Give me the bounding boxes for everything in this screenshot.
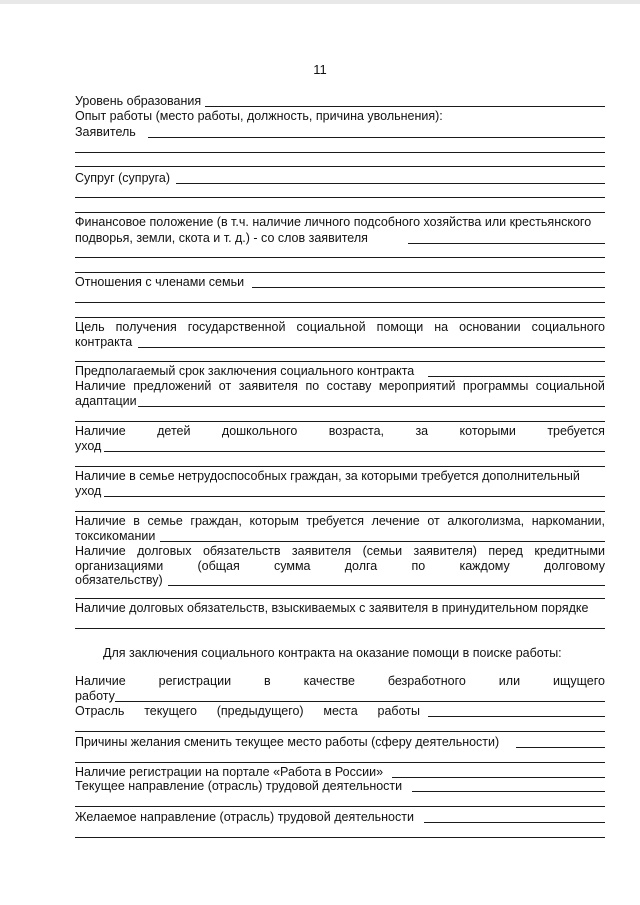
financial-label-2: подворья, земли, скота и т. д.) - со слов заявителя	[75, 231, 368, 245]
goal-field[interactable]	[138, 347, 605, 348]
current-direction-field-line-2[interactable]	[75, 806, 605, 807]
disabled-label-1: Наличие в семье нетрудоспособных граждан, за которыми требуется дополнительный	[75, 469, 580, 483]
financial-field[interactable]	[408, 243, 605, 244]
education-label: Уровень образования	[75, 94, 202, 108]
applicant-field[interactable]	[148, 137, 605, 138]
applicant-label: Заявитель	[75, 125, 136, 139]
debts-field-line-2[interactable]	[75, 598, 605, 599]
spouse-field[interactable]	[176, 183, 605, 184]
addiction-field[interactable]	[160, 541, 605, 542]
term-label: Предполагаемый срок заключения социального контракта	[75, 364, 415, 378]
proposals-field-line-2[interactable]	[75, 421, 605, 422]
spouse-field-line-2[interactable]	[75, 197, 605, 198]
desired-direction-label: Желаемое направление (отрасль) трудовой деятельности	[75, 810, 414, 824]
preschool-field[interactable]	[104, 451, 605, 452]
proposals-label-2: адаптации	[75, 394, 137, 408]
term-field[interactable]	[428, 376, 605, 377]
goal-field-line-2[interactable]	[75, 361, 605, 362]
disabled-field-line-2[interactable]	[75, 511, 605, 512]
goal-label-2: контракта	[75, 335, 133, 349]
scan-edge	[0, 0, 640, 4]
work-experience-label: Опыт работы (место работы, должность, причина увольнения):	[75, 109, 443, 123]
change-reasons-label: Причины желания сменить текущее место работы (сферу деятельности)	[75, 735, 500, 749]
family-relations-field[interactable]	[252, 287, 605, 288]
disabled-field[interactable]	[104, 496, 605, 497]
current-direction-field[interactable]	[412, 791, 605, 792]
industry-label: Отрасль текущего (предыдущего) места работы	[75, 704, 420, 718]
change-reasons-field-line-2[interactable]	[75, 762, 605, 763]
proposals-field[interactable]	[138, 406, 605, 407]
addiction-label-2: токсикомании	[75, 529, 156, 543]
debts-label-1: Наличие долговых обязательств заявителя (семьи заявителя) перед кредитными	[75, 544, 605, 558]
disabled-label-2: уход	[75, 484, 102, 498]
preschool-field-line-2[interactable]	[75, 466, 605, 467]
applicant-field-line-2[interactable]	[75, 152, 605, 153]
debts-label-2: организациями (общая сумма долга по каждому долговому	[75, 559, 605, 573]
debts-field[interactable]	[168, 585, 605, 586]
financial-label-1: Финансовое положение (в т.ч. наличие личного подсобного хозяйства или крестьянского	[75, 215, 592, 229]
desired-direction-field-line-2[interactable]	[75, 837, 605, 838]
family-relations-field-line-2[interactable]	[75, 302, 605, 303]
financial-field-line-2[interactable]	[75, 257, 605, 258]
registration-label-2: работу	[75, 689, 115, 703]
forced-debts-field[interactable]	[75, 628, 605, 629]
education-field[interactable]	[205, 106, 605, 107]
family-relations-field-line-3[interactable]	[75, 317, 605, 318]
registration-field[interactable]	[115, 701, 605, 702]
page-number: 11	[313, 62, 327, 77]
industry-field-line-2[interactable]	[75, 731, 605, 732]
change-reasons-field[interactable]	[516, 747, 605, 748]
addiction-label-1: Наличие в семье граждан, которым требуется лечение от алкоголизма, наркомании,	[75, 514, 605, 528]
spouse-field-line-3[interactable]	[75, 212, 605, 213]
goal-label-1: Цель получения государственной социальной помощи на основании социального	[75, 320, 605, 334]
desired-direction-field[interactable]	[424, 822, 605, 823]
registration-label-1: Наличие регистрации в качестве безработного или ищущего	[75, 674, 605, 688]
debts-label-3: обязательству)	[75, 573, 163, 587]
job-section-heading: Для заключения социального контракта на оказание помощи в поиске работы:	[103, 646, 562, 660]
forced-debts-label: Наличие долговых обязательств, взыскиваемых с заявителя в принудительном порядке	[75, 601, 589, 615]
proposals-label-1: Наличие предложений от заявителя по составу мероприятий программы социальной	[75, 379, 605, 393]
industry-field[interactable]	[428, 716, 605, 717]
preschool-label-2: уход	[75, 439, 102, 453]
portal-label: Наличие регистрации на портале «Работа в России»	[75, 765, 384, 779]
family-relations-label: Отношения с членами семьи	[75, 275, 245, 289]
spouse-label: Супруг (супруга)	[75, 171, 171, 185]
preschool-label-1: Наличие детей дошкольного возраста, за которыми требуется	[75, 424, 605, 438]
current-direction-label: Текущее направление (отрасль) трудовой деятельности	[75, 779, 403, 793]
portal-field[interactable]	[392, 777, 605, 778]
applicant-field-line-3[interactable]	[75, 166, 605, 167]
financial-field-line-3[interactable]	[75, 272, 605, 273]
